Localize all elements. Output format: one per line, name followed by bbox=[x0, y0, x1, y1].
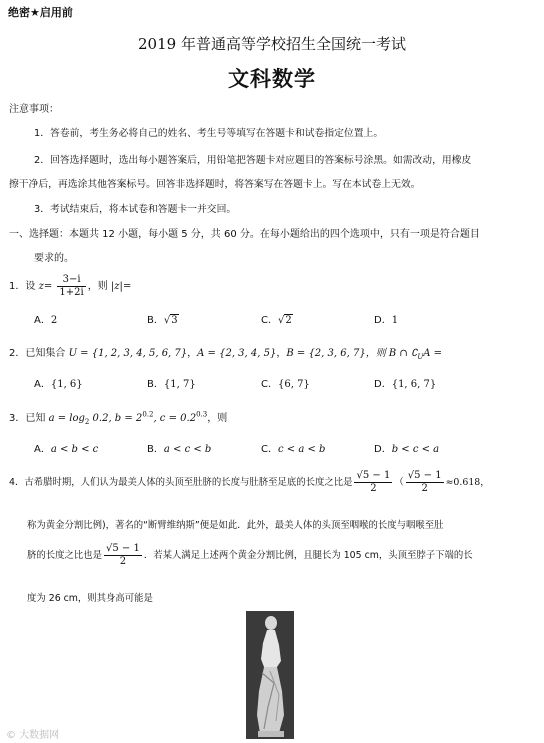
q1-option-b: B．√3 bbox=[147, 315, 178, 326]
confidential-mark: 绝密★启用前 bbox=[8, 6, 73, 19]
question-4-line-4: 度为 26 cm，则其身高可能是 bbox=[27, 593, 153, 604]
note-1: 1．答卷前，考生务必将自己的姓名、考生号等填写在答题卡和试卷指定位置上。 bbox=[34, 128, 384, 139]
question-4-line-2: 称为黄金分割比例)，著名的“断臂维纳斯”便是如此．此外，最美人体的头顶至咽喉的长度与咽喉至肚 bbox=[27, 520, 444, 531]
q3-option-b: B．a < c < b bbox=[147, 444, 212, 455]
question-2: 2．已知集合 U = {1, 2, 3, 4, 5, 6, 7}，A = {2, 3, 4, 5}，B = {2, 3, 6, 7}，则 B ∩ $∁_UA$ = bbox=[9, 348, 443, 361]
q1-option-c: C．√2 bbox=[261, 315, 292, 326]
note-2-cont: 擦干净后，再选涂其他答案标号。回答非选择题时，将答案写在答题卡上。写在本试卷上无效。 bbox=[9, 179, 421, 190]
section-heading-cont: 要求的。 bbox=[34, 253, 74, 264]
q3-option-d: D．b < c < a bbox=[374, 444, 440, 455]
question-4: 4．古希腊时期，人们认为最美人体的头顶至肚脐的长度与肚脐至足底的长度之比是 $\frac{√5 - 1}{2}$ （ $\frac{√5 - 1}{2}$ ≈0.618， bbox=[9, 470, 490, 494]
question-3: 3．已知 $a = \log_2 0.2$, $b = 2^{0.2}$, $c = 0.2^{0.3}$，则 bbox=[9, 410, 228, 426]
exam-title: 2019 年普通高等学校招生全国统一考试 bbox=[138, 35, 406, 53]
q2-option-a: A．{1, 6} bbox=[34, 379, 83, 390]
q1-option-d: D．1 bbox=[374, 315, 399, 326]
subject-title: 文科数学 bbox=[228, 67, 316, 91]
question-1: 1．设 z= $\frac{3-i}{1+2i}$ ，则 |z|= bbox=[9, 273, 132, 298]
question-number: 1． bbox=[9, 281, 26, 292]
question-4-line-3: 脐的长度之比也是 $\frac{√5 - 1}{2}$ ．若某人满足上述两个黄金分割比例，且腿长为 105 cm，头顶至脖子下端的长 bbox=[27, 543, 473, 567]
fraction: $\frac{3-i}{1+2i}$ bbox=[59, 273, 84, 298]
note-2: 2．回答选择题时，选出每小题答案后，用铅笔把答题卡对应题目的答案标号涂黑。如需改动，用橡皮 bbox=[34, 155, 472, 166]
q2-option-b: B．{1, 7} bbox=[147, 379, 196, 390]
q3-option-c: C．c < a < b bbox=[261, 444, 326, 455]
q3-option-a: A．a < b < c bbox=[34, 444, 99, 455]
q1-option-a: A．2 bbox=[34, 315, 58, 326]
notes-title: 注意事项： bbox=[9, 104, 59, 115]
section-heading: 一、选择题：本题共 12 小题，每小题 5 分，共 60 分。在每小题给出的四个选项中，只有一项是符合题目 bbox=[9, 229, 480, 240]
note-3: 3．考试结束后，将本试卷和答题卡一并交回。 bbox=[34, 204, 237, 215]
venus-statue-image bbox=[246, 611, 294, 739]
q2-option-d: D．{1, 6, 7} bbox=[374, 379, 437, 390]
watermark: © 大数据网 bbox=[6, 730, 60, 741]
q2-option-c: C．{6, 7} bbox=[261, 379, 310, 390]
